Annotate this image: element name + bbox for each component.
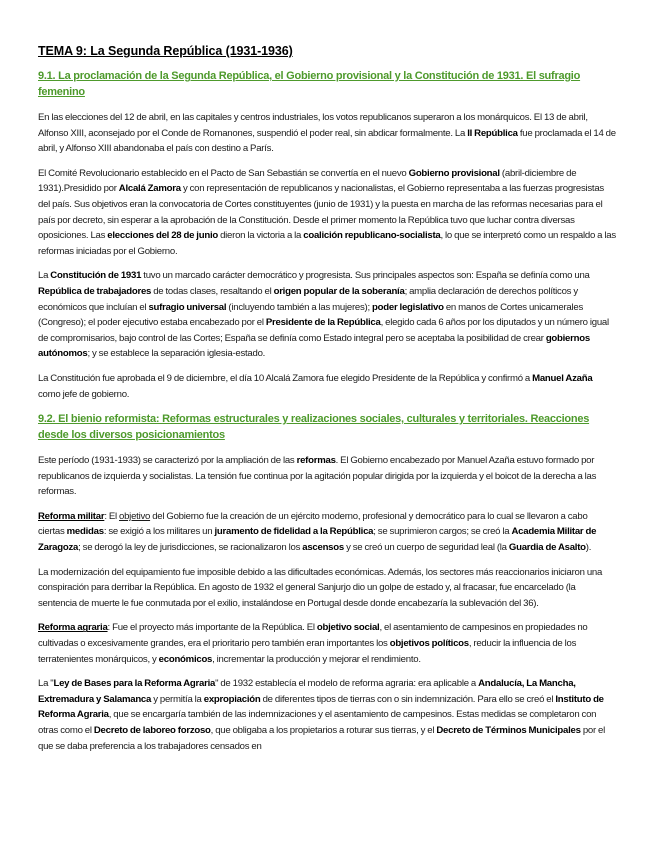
bold-term: Gobierno provisional — [408, 167, 500, 179]
text-run: por el que se daba preferencia a los trabajadores censados en — [38, 725, 606, 752]
bold-term: reformas — [296, 455, 336, 467]
text-run: , que se encargaría también de las indemnizaciones y el asentamiento de campesinos. Estas medidas se completaron con otras como el — [38, 709, 597, 736]
bold-term: Academia Militar de Zaragoza — [38, 526, 597, 554]
text-run: como jefe de gobierno. — [38, 388, 130, 400]
bold-term: Constitución de 1931 — [50, 270, 142, 282]
bold-term: sufragio universal — [148, 301, 227, 313]
text-run: La " — [38, 678, 54, 690]
text-run: (incluyendo también a las mujeres); — [226, 301, 373, 313]
document-page — [38, 44, 616, 763]
text-run: : Fue el proyecto más importante de la República. El — [107, 622, 317, 634]
bold-term: ascensos — [302, 542, 344, 554]
paragraph — [38, 453, 616, 500]
bold-term: objetivos políticos — [389, 638, 469, 650]
bold-term: Alcalá Zamora — [118, 183, 181, 195]
text-run: Este período (1931-1933) se caracterizó por la ampliación de las — [38, 455, 297, 467]
paragraph — [38, 676, 616, 754]
text-run: La modernización del equipamiento fue imposible debido a las dificultades económicas. Además, los sectores más reaccionarios iniciaron una conspiración para derribar la República. En agosto de 1932 el general Sanjurjo dio un golpe de estado y, al fracasar, fue encarcelado (la sentencia de muerte le fue conmutada por el exilio, instalándose en Portugal desde donde encabezaría la sublevación del 36). — [38, 566, 603, 609]
bold-term: poder legislativo — [372, 301, 444, 313]
text-run: La — [38, 270, 51, 282]
bold-term: expropiación — [203, 693, 261, 705]
text-run: . El Gobierno encabezado por Manuel Azaña estuvo formado por republicanos de izquierda y socialistas. La tensión fue continua por la agitación popular dirigida por la izquierda y el boicot de la derecha a las reformas. — [38, 455, 597, 498]
bold-term: Decreto de laboreo forzoso — [93, 725, 211, 736]
text-run: El Comité Revolucionario establecido en el Pacto de San Sebastián se convertía en el nuevo — [38, 167, 409, 179]
bold-term: elecciones del 28 de junio — [107, 230, 218, 242]
text-run: " de 1932 establecía el modelo de reforma agraria: era aplicable a — [215, 678, 479, 690]
bold-term: Decreto de Términos Municipales — [436, 725, 581, 736]
paragraph — [38, 509, 616, 556]
text-run: objetivo — [119, 510, 151, 522]
text-run: La Constitución fue aprobada el 9 de diciembre, el día 10 Alcalá Zamora fue elegido Presidente de la República y confirmó a — [38, 372, 533, 384]
text-run: y se creó un cuerpo de seguridad leal (la — [343, 542, 509, 554]
text-run: de diferentes tipos de tierras con o sin indemnización. Para ello se creó el — [260, 693, 556, 705]
text-run: , incrementar la producción y mejorar el rendimiento. — [212, 653, 421, 665]
paragraph — [38, 166, 616, 260]
text-run: ; amplia declaración de derechos políticos y económicos que incluían el — [38, 285, 578, 313]
text-run: (abril-diciembre de 1931).Presidido por — [38, 167, 577, 195]
bold-term: II República — [467, 127, 518, 139]
text-run: fue proclamada el 14 de abril, y Alfonso XIII abandonaba el país con destino a París. — [38, 127, 616, 155]
text-run: ; y se establece la separación iglesia-estado. — [87, 348, 266, 360]
text-run: de todas clases, resaltando el — [151, 285, 274, 297]
text-run: , lo que se interpretó como un respaldo a las reformas iniciadas por el Gobierno. — [38, 230, 616, 257]
paragraph — [38, 620, 616, 667]
bold-term: origen popular de la soberanía — [273, 285, 405, 297]
text-run: , reducir la influencia de los terratenientes monárquicos, y — [38, 638, 577, 665]
bold-term: República de trabajadores — [38, 285, 152, 297]
bold-term: económicos — [158, 653, 213, 665]
text-run: en manos de Cortes unicamerales (Congreso); el poder ejecutivo estaba encabezado por el — [38, 301, 583, 329]
section-heading: 9.1. La proclamación de la Segunda República, el Gobierno provisional y la Constitución de 1931. El sufragio femenino — [38, 70, 581, 98]
text-run: En las elecciones del 12 de abril, en las capitales y centros industriales, los votos republicanos superaron a los monárquicos. El 13 de abril, Alfonso XIII, aconsejado por el Conde de Romanones, suspendió el poder real, sin abdicar formalmente. La — [38, 112, 588, 139]
text-run: : se exigió a los militares un — [103, 526, 215, 538]
text-run: , el asentamiento de campesinos en propiedades no cultivadas o excesivamente grandes, era el prioritario pero también eran importantes los — [38, 622, 588, 650]
bold-term: Reforma militar — [38, 510, 105, 522]
bold-term: Ley de Bases para la Reforma Agraria — [53, 678, 216, 690]
paragraph — [38, 110, 616, 157]
text-run: , que obligaba a los propietarios a roturar sus tierras, y el — [210, 725, 437, 736]
paragraph — [38, 565, 616, 612]
bold-term: gobiernos autónomos — [38, 332, 590, 360]
bold-term: coalición republicano-socialista — [303, 230, 441, 242]
bold-term: Manuel Azaña — [532, 372, 593, 384]
text-run: tuvo un marcado carácter democrático y progresista. Sus principales aspectos son: España se definía como una — [141, 270, 590, 282]
document-title: TEMA 9: La Segunda República (1931-1936) — [38, 44, 293, 58]
document-content — [38, 68, 616, 754]
bold-term: Guardia de Asalto — [508, 542, 586, 554]
text-run: : El — [104, 510, 120, 522]
text-run: del Gobierno fue la creación de un ejército moderno, profesional y democrático para lo cual se llevaron a cabo ciertas — [38, 510, 588, 538]
text-run: y con representación de republicanos y nacionalistas, el Gobierno representaba a las fuerzas progresistas del país. Sus objetivos eran la convocatoria de Cortes constituyentes (junio de 1931) y la puesta en marcha de las reformas necesarias para el país por decreto, sin esperar a la aprobación de la Constitución. Desde el primer momento la República tuvo que luchar contra diversas oposiciones. Las — [38, 183, 604, 242]
bold-term: Andalucía, La Mancha, Extremadura y Salamanca — [38, 678, 576, 705]
bold-term: Presidente de la República — [265, 317, 381, 329]
text-run: ; se derogó la ley de jurisdicciones, se racionalizaron los — [78, 542, 303, 554]
paragraph — [38, 268, 616, 362]
paragraph — [38, 371, 616, 402]
text-run: ). — [585, 542, 592, 554]
bold-term: Reforma agraria — [38, 622, 108, 634]
bold-term: medidas — [66, 526, 104, 538]
text-run: y permitía la — [151, 693, 204, 705]
section-heading: 9.2. El bienio reformista: Reformas estructurales y realizaciones sociales, culturales y territoriales. Reacciones desde los diversos posicionamientos — [38, 413, 590, 442]
text-run: dieron la victoria a la — [217, 230, 304, 242]
bold-term: juramento de fidelidad a la República — [214, 526, 374, 538]
bold-term: Instituto de Reforma Agraria — [38, 693, 604, 721]
text-run: ; se suprimieron cargos; se creó la — [373, 526, 512, 538]
text-run: , elegido cada 6 años por los diputados y un número igual de compromisarios, bajo control de las Cortes; España se definía como Estado integral pero se aceptaba la posibilidad de crear — [38, 317, 609, 344]
bold-term: objetivo social — [316, 622, 380, 634]
